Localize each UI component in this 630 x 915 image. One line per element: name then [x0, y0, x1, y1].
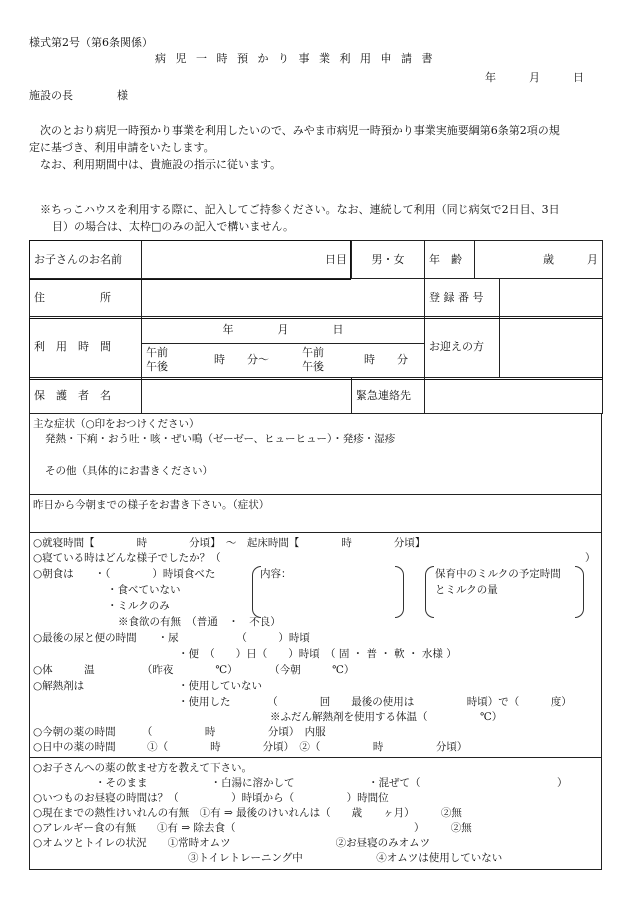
use-date: 年 月 日 — [142, 317, 424, 344]
time-to: 時 分 — [364, 353, 408, 366]
guardian-field[interactable] — [142, 378, 352, 414]
note-line1: ※ちっこハウスを利用する際に、記入してご持参ください。なお、連続して利用（同じ病気で2日目、3日 — [40, 203, 560, 216]
sleep-times[interactable]: ○就寝時間【 時 分頃】 〜 起床時間【 時 分頃】 — [33, 537, 426, 549]
ampm-from: 午前 午後 — [146, 346, 168, 373]
pickup-label: お迎えの方 — [425, 317, 500, 378]
emergency-label: 緊急連絡先 — [352, 378, 425, 414]
milk-bracket-left — [425, 566, 434, 618]
urine-time[interactable]: ○最後の尿と便の時間 ・尿 （ ）時頃 — [33, 632, 310, 644]
symptoms-label: 主な症状（○印をおつけください） — [33, 418, 200, 430]
guardian-label: 保 護 者 名 — [30, 378, 142, 414]
reg-no-label: 登 録 番 号 — [425, 279, 500, 317]
sex-field[interactable] — [352, 241, 425, 279]
antipyretic: ○解熱剤は — [33, 680, 85, 692]
not-eaten[interactable]: ・食べていない — [107, 584, 181, 596]
allergy[interactable]: ○アレルギー食の有無 ①有 ⇒ 除去食（ ） ②無 — [33, 822, 472, 834]
body-temp[interactable]: ○体 温 （昨夜 ℃） （今朝 ℃） — [33, 664, 355, 676]
reg-no-field[interactable] — [500, 279, 603, 317]
date-line: 年 月 日 — [485, 71, 584, 84]
how-options[interactable]: ・そのまま ・白湯に溶かして ・混ぜて（ ） — [95, 777, 568, 789]
form-number: 様式第2号（第6条関係） — [29, 36, 153, 49]
content-label: 内容： — [260, 568, 292, 580]
milk-only[interactable]: ・ミルクのみ — [107, 600, 170, 612]
milk-plan2: とミルクの量 — [435, 584, 498, 596]
breakfast[interactable]: ○朝食は ・（ ）時頃食べた — [33, 568, 216, 580]
sex-options: 男・女 — [371, 252, 405, 266]
convulsion[interactable]: ○現在までの熱性けいれんの有無 ①有 ⇒ 最後のけいれんは（ 歳 ヶ月） ②無 — [33, 807, 462, 819]
day-count: 日目 — [325, 252, 347, 266]
diaper[interactable]: ○オムツとトイレの状況 ①常時オムツ ②お昼寝のみオムツ — [33, 837, 431, 849]
intro-line2: 定に基づき、利用申請をいたします。 — [29, 141, 215, 154]
symptoms-list: 発熱・下痢・おう吐・咳・ぜい鳴（ゼーゼー、ヒューヒュー）・発疹・湿疹 — [45, 433, 396, 445]
address-label: 住 所 — [30, 279, 142, 317]
note-line2: 目）の場合は、太枠□のみの記入で構いません。 — [52, 220, 295, 233]
time-from: 時 分〜 — [214, 353, 269, 366]
thick-frame-name — [29, 240, 351, 280]
since-label: 昨日から今朝までの様子をお書き下さい。（症状） — [33, 499, 270, 511]
addressee: 施設の長 様 — [29, 89, 128, 102]
nap-time[interactable]: ○いつものお昼寝の時間は？（ ）時頃から（ ）時間位 — [33, 792, 389, 804]
usual-temp[interactable]: ※ふだん解熱剤を使用する体温（ ℃） — [270, 711, 503, 723]
content-bracket-right — [395, 566, 404, 618]
emergency-field[interactable] — [425, 378, 603, 414]
not-used[interactable]: ・使用していない — [178, 680, 262, 692]
sleeping-close: ） — [585, 552, 596, 564]
thick-frame-time — [29, 318, 603, 380]
ampm-to: 午前 午後 — [302, 346, 324, 373]
form-title: 病 児 一 時 預 か り 事 業 利 用 申 請 書 — [155, 52, 436, 65]
address-field[interactable] — [142, 279, 425, 317]
symptoms-other: その他（具体的にお書きください） — [45, 465, 213, 477]
sleeping-state[interactable]: ○寝ている時はどんな様子でしたか？（ — [33, 552, 221, 564]
how-medicine: ○お子さんへの薬の飲ませ方を教えて下さい。 — [33, 762, 252, 774]
diaper2[interactable]: ③トイレトレーニング中 ④オムツは使用していない — [188, 852, 503, 864]
stool-time[interactable]: ・便 （ ）日（ ）時頃 （ 固 ・ 普 ・ 軟 ・ 水様 ） — [178, 648, 457, 660]
used[interactable]: ・使用した （ 回 最後の使用は 時頃）で（ 度） — [178, 696, 572, 708]
milk-plan: 保育中のミルクの予定時間 — [435, 568, 561, 580]
milk-bracket-right — [575, 566, 584, 618]
intro-line3: なお、利用期間中は、貴施設の指示に従います。 — [40, 158, 282, 171]
day-medicine[interactable]: ○日中の薬の時間 ①（ 時 分頃） ②（ 時 分頃） — [33, 741, 468, 753]
age-units: 歳 月 — [543, 252, 598, 266]
age-label: 年 齢 — [425, 241, 475, 279]
morning-medicine[interactable]: ○今朝の薬の時間 （ 時 分頃） 内服 — [33, 726, 326, 738]
appetite[interactable]: ※食欲の有無 （普通 ・ 不良） — [118, 616, 281, 628]
use-time-label: 利 用 時 間 — [30, 317, 142, 378]
age-field[interactable] — [475, 241, 603, 279]
intro-line1: 次のとおり病児一時預かり事業を利用したいので、みやま市病児一時預かり事業実施要綱第6条第2項の規 — [40, 124, 560, 137]
child-name-label: お子さんのお名前 — [30, 241, 142, 279]
condition-section — [29, 533, 602, 758]
